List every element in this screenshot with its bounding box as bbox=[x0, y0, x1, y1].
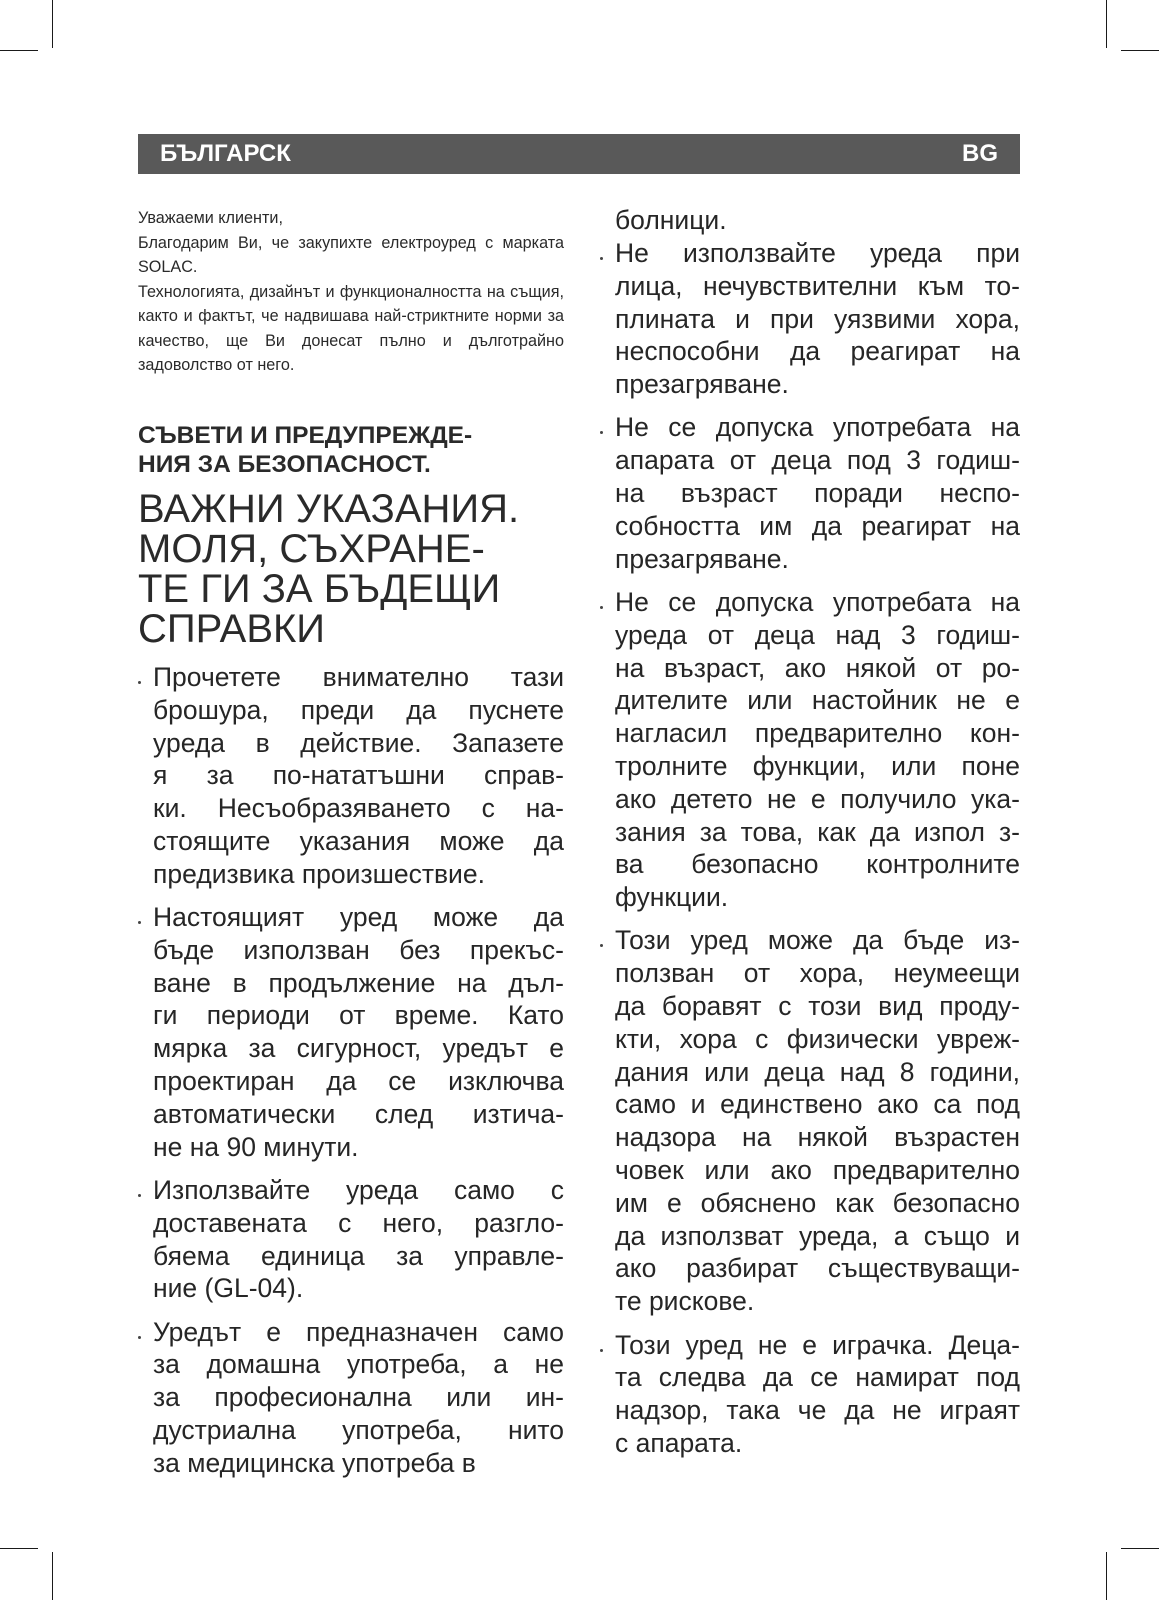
bullet-item bbox=[600, 1329, 1020, 1460]
bullet-line: с апарата. bbox=[615, 1427, 743, 1458]
important-heading-line: СПРАВКИ bbox=[138, 607, 326, 651]
bullet-line: Този уред може да бъде из- bbox=[615, 925, 1020, 956]
bullet-line: бъде използван без прекъс- bbox=[153, 934, 564, 965]
bullet-item bbox=[138, 1174, 564, 1305]
bullet-line: за домашна употреба, а не bbox=[153, 1349, 564, 1380]
bullet-line: презагряване. bbox=[615, 369, 789, 400]
bullet-line: Не използвайте уреда при bbox=[615, 238, 1020, 268]
language-code: BG bbox=[962, 140, 998, 167]
bullet-line: кти, хора с физически увреж- bbox=[615, 1023, 1020, 1054]
bullet-dot-icon bbox=[138, 681, 141, 684]
bullet-line: Уредът е предназначен само bbox=[153, 1316, 564, 1347]
crop-mark bbox=[1121, 1548, 1159, 1549]
bullet-line: за медицинска употреба в bbox=[153, 1447, 476, 1478]
bullet-line: Прочетете внимателно тази bbox=[153, 662, 564, 692]
bullet-line: лица, нечувствителни към то- bbox=[615, 270, 1020, 301]
safety-heading-line: НИЯ ЗА БЕЗОПАСНОСТ. bbox=[138, 451, 431, 478]
bullet-dot-icon bbox=[600, 257, 603, 260]
bullet-line: надзора на някой възрастен bbox=[615, 1122, 1020, 1153]
crop-mark bbox=[0, 50, 38, 51]
bullet-line: Не се допуска употребата на bbox=[615, 586, 1020, 617]
safety-heading-line: СЪВЕТИ И ПРЕДУПРЕЖДЕ- bbox=[138, 422, 473, 449]
bullet-line: да боравят с този вид проду- bbox=[615, 991, 1020, 1022]
bullet-item bbox=[138, 901, 564, 1163]
crop-mark bbox=[1106, 1552, 1107, 1600]
bullet-item bbox=[600, 586, 1020, 914]
bullet-dot-icon bbox=[600, 1349, 603, 1352]
important-heading bbox=[138, 489, 564, 649]
bullet-dot-icon bbox=[600, 606, 603, 609]
crop-mark bbox=[0, 1548, 38, 1549]
bullet-line: ки. Несъобразяването с на- bbox=[153, 793, 564, 824]
bullet-item bbox=[600, 237, 1020, 401]
bullet-line: Настоящият уред може да bbox=[153, 902, 564, 933]
bullet-item bbox=[600, 411, 1020, 575]
bullet-line: те рискове. bbox=[615, 1286, 755, 1317]
bullet-line: им е обяснено как безопасно bbox=[615, 1187, 1020, 1218]
important-heading-line: ТЕ ГИ ЗА БЪДЕЩИ bbox=[138, 567, 501, 611]
bullet-line: стоящите указания може да bbox=[153, 825, 564, 856]
bullet-line: ние (GL-04). bbox=[153, 1273, 304, 1304]
bullet-line: дания или деца над 8 години, bbox=[615, 1056, 1020, 1087]
bullet-line: ако разбират съществуващи- bbox=[615, 1253, 1020, 1284]
intro-text bbox=[138, 206, 564, 378]
bullet-line: апарата от деца под 3 годиш- bbox=[615, 445, 1020, 476]
bullet-line: за професионална или ин- bbox=[153, 1382, 564, 1413]
bullet-line: зания за това, как да изпол з- bbox=[615, 816, 1020, 847]
bullet-line: презагряване. bbox=[615, 543, 789, 574]
bullet-line: брошура, преди да пуснете bbox=[153, 694, 564, 725]
intro-quality: Технологията, дизайнът и функционалността на същия, както и фактът, че надвишава най-стриктните норми за качество, ще Ви донесат пълно и дълготрайно задоволство от него. bbox=[138, 282, 564, 374]
crop-mark bbox=[1121, 50, 1159, 51]
bullet-line: ако детето не е получило ука- bbox=[615, 783, 1020, 814]
bullet-line: Използвайте уреда само с bbox=[153, 1174, 564, 1205]
important-heading-line: ВАЖНИ УКАЗАНИЯ. bbox=[138, 487, 520, 531]
intro-thanks: Благодарим Ви, че закупихте електроуред с марката SOLAC. bbox=[138, 233, 564, 276]
bullet-dot-icon bbox=[138, 921, 141, 924]
bullet-line: да използват уреда, а също и bbox=[615, 1220, 1020, 1251]
right-bullet-list bbox=[600, 237, 1020, 1470]
bullet-item bbox=[138, 661, 564, 891]
bullet-line: я за по-нататъшни справ- bbox=[153, 760, 564, 791]
bullet-line: човек или ако предварително bbox=[615, 1155, 1020, 1186]
bullet-line: мярка за сигурност, уредът е bbox=[153, 1033, 564, 1064]
bullet-line: ползван от хора, неумеещи bbox=[615, 958, 1020, 989]
bullet-dot-icon bbox=[138, 1336, 141, 1339]
bullet-line: ги периоди от време. Като bbox=[153, 1000, 564, 1031]
bullet-item bbox=[600, 924, 1020, 1318]
bullet-line: предизвика произшествие. bbox=[153, 858, 485, 889]
bullet-line: дустриална употреба, нито bbox=[153, 1415, 564, 1446]
safety-heading bbox=[138, 421, 564, 479]
bullet-line: ва безопасно контролните bbox=[615, 849, 1020, 880]
bullet-line: надзор, така че да не играят bbox=[615, 1395, 1020, 1426]
bullet-line: та следва да се намират под bbox=[615, 1362, 1020, 1393]
bullet-line: Този уред не е играчка. Деца- bbox=[615, 1329, 1020, 1360]
bullet-line: уреда от деца над 3 годиш- bbox=[615, 619, 1020, 650]
bullet-line: на възраст поради неспо- bbox=[615, 478, 1020, 509]
bullet-line: уреда в действие. Запазете bbox=[153, 727, 564, 758]
crop-mark bbox=[52, 0, 53, 48]
important-heading-line: МОЛЯ, СЪХРАНЕ- bbox=[138, 527, 485, 571]
bullet-line: неспособни да реагират на bbox=[615, 336, 1020, 367]
bullet-dot-icon bbox=[600, 944, 603, 947]
intro-greeting: Уважаеми клиенти, bbox=[138, 209, 283, 227]
bullet-line: автоматически след изтича- bbox=[153, 1098, 564, 1129]
language-title: БЪЛГАРСК bbox=[160, 140, 291, 167]
crop-mark bbox=[1106, 0, 1107, 48]
bullet-line: функции. bbox=[615, 882, 729, 913]
bullet-line: проектиран да се изключва bbox=[153, 1066, 564, 1097]
bullet-dot-icon bbox=[138, 1194, 141, 1197]
bullet-line: Не се допуска употребата на bbox=[615, 412, 1020, 443]
bullet-line: нагласил предварително кон- bbox=[615, 718, 1020, 749]
left-bullet-list bbox=[138, 661, 564, 1490]
bullet-line: ване в продължение на дъл- bbox=[153, 967, 564, 998]
language-header-bar bbox=[138, 134, 1020, 174]
bullet-line: плината и при уязвими хора, bbox=[615, 303, 1020, 334]
bullet-dot-icon bbox=[600, 431, 603, 434]
crop-mark bbox=[52, 1552, 53, 1600]
bullet-line: доставената с него, разгло- bbox=[153, 1207, 564, 1238]
continuation-text: болници. bbox=[615, 205, 727, 235]
bullet-line: не на 90 минути. bbox=[153, 1131, 359, 1162]
bullet-line: бяема единица за управле- bbox=[153, 1240, 564, 1271]
bullet-line: дителите или настойник не е bbox=[615, 685, 1020, 716]
bullet-line: само и единствено ако са под bbox=[615, 1089, 1020, 1120]
bullet-line: собността им да реагират на bbox=[615, 510, 1020, 541]
bullet-line: тролните функции, или поне bbox=[615, 750, 1020, 781]
bullet-item bbox=[138, 1316, 564, 1480]
bullet-line: на възраст, ако някой от ро- bbox=[615, 652, 1020, 683]
